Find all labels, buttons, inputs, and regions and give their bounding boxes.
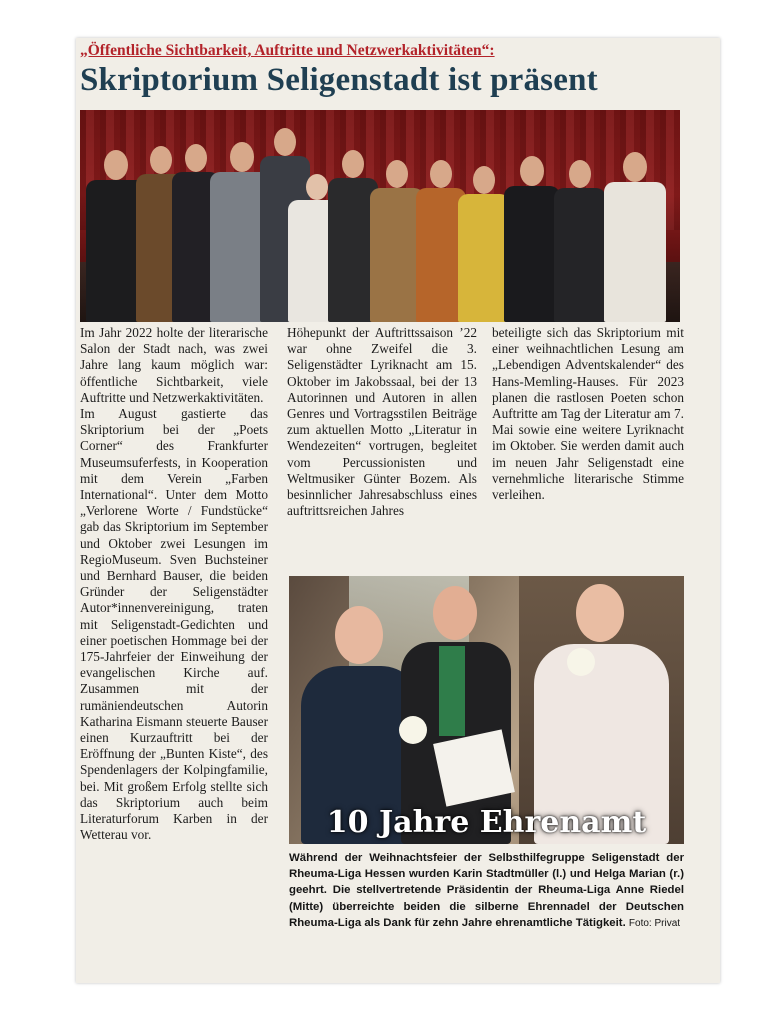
person-figure: [504, 156, 560, 322]
photo-credit: Foto: Privat: [628, 917, 681, 929]
column3-paragraph: beteiligte sich das Skriptorium mit einer weihnachtlichen Lesung am „Lebendigen Adventskalender“ des Hans-Memling-Hauses. Für 2023 planen die rastlosen Poeten schon Auftritte am Tag der Literatur am 7. Mai sowie eine weitere Lyriknacht im Oktober. Sie werden damit auch im neuen Jahr Seligenstadt eine vernehmliche literarische Stimme verleihen.: [492, 325, 684, 503]
person-figure: [458, 166, 510, 322]
caption-text: Während der Weihnachtsfeier der Selbsthilfegruppe Seligenstadt der Rheuma-Liga Hessen wurden Karin Stadtmüller (l.) und Helga Marian (r.) geehrt. Die stellvertretende Präsidentin der Rheuma-Liga Anne Riedel (Mitte) überreichte beiden die silberne Ehrennadel der Deutschen Rheuma-Liga als Dank für zehn Jahre ehrenamtliche Tätigkeit.: [289, 852, 684, 929]
article-kicker: „Öffentliche Sichtbarkeit, Auftritte und Netzwerkaktivitäten“:: [80, 42, 495, 59]
photo-caption: [289, 850, 684, 932]
article-column-3: [492, 325, 684, 503]
rose-bouquet: [399, 716, 427, 744]
award-photo: [289, 576, 684, 844]
person-figure: [554, 160, 606, 322]
person-figure: [604, 152, 666, 322]
group-photo: [80, 110, 680, 322]
article-column-1: [80, 325, 268, 844]
article-headline: Skriptorium Seligenstadt ist präsent: [80, 62, 598, 98]
column2-paragraph: Höhepunkt der Auftrittssaison ’22 war ohne Zweifel die 3. Seligenstädter Lyriknacht am 15. Oktober im Jakobssaal, bei der 13 Autorinnen und Autoren in allen Genres und Vortragsstilen Beiträge zum aktuellen Motto „Literatur in Wendezeiten“ vortrugen, begleitet vom Percussionisten und Weltmusiker Günter Bozem. Als besinnlicher Jahresabschluss eines auftrittsreichen Jahres: [287, 325, 477, 519]
column1-paragraph: Im Jahr 2022 holte der literarische Salon der Stadt nach, was zwei Jahre lang kaum möglich war: öffentliche Sichtbarkeit, viele Auftritte und Netzwerkaktivitäten.: [80, 325, 268, 405]
rose-bouquet: [567, 648, 595, 676]
column1-paragraph: Im August gastierte das Skriptorium bei der „Poets Corner“ des Frankfurter Museumsuferfests, in Kooperation mit dem Verein „Farben International“. Unter dem Motto „Verlorene Worte / Fundstücke“ gab das Skriptorium im September und Oktober zwei Lesungen im RegioMuseum. Sven Buchsteiner und Bernhard Bauser, die beiden Gründer der Seligenstädter Autor*innenvereinigung, traten mit Seligenstadt-Gedichten und einer poetischen Hommage bei der 175-Jahrfeier der Einweihung der evangelischen Kirche auf. Zusammen mit der rumäniendeutschen Autorin Katharina Eismann steuerte Bauser einen Kurzauftritt bei der Eröffnung der „Bunten Kiste“, des Spendenlagers der Kolpingfamilie, bei. Mit großem Erfolg stellte sich das Skriptorium auch beim Literaturforum Karben in der Wetterau vor.: [80, 406, 268, 843]
article-column-2: [287, 325, 477, 519]
photo-title-overlay: 10 Jahre Ehrenamt: [326, 805, 647, 840]
